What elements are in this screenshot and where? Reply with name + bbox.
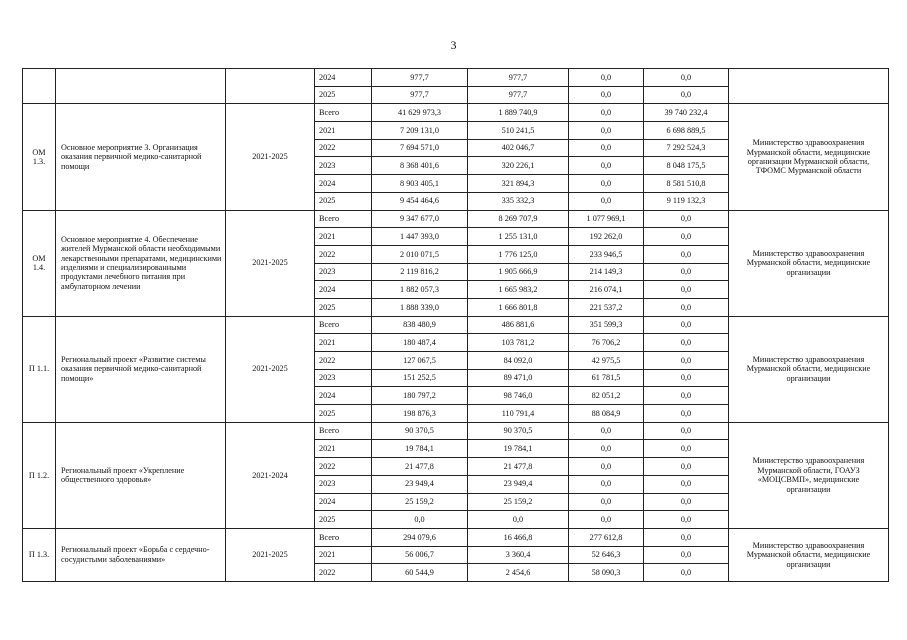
federal-budget-cell: 977,7	[468, 69, 569, 87]
regional-budget-cell: 277 612,8	[569, 528, 644, 546]
federal-budget-cell: 110 791,4	[468, 405, 569, 423]
regional-budget-cell: 0,0	[569, 192, 644, 210]
measure-name: Региональный проект «Борьба с сердечно-сосудистыми заболеваниями»	[56, 528, 226, 581]
table-row	[23, 210, 889, 228]
measure-code: ОМ 1.4.	[23, 210, 56, 316]
regional-budget-cell: 52 646,3	[569, 546, 644, 564]
federal-budget-cell: 510 241,5	[468, 122, 569, 140]
federal-budget-cell: 402 046,7	[468, 139, 569, 157]
federal-budget-cell: 977,7	[468, 86, 569, 104]
regional-budget-cell: 0,0	[569, 511, 644, 529]
federal-budget-cell: 19 784,1	[468, 440, 569, 458]
year-cell: 2022	[315, 458, 372, 476]
federal-budget-cell: 103 781,2	[468, 334, 569, 352]
other-sources-cell: 0,0	[644, 263, 729, 281]
other-sources-cell: 0,0	[644, 210, 729, 228]
year-cell: 2022	[315, 139, 372, 157]
federal-budget-cell: 89 471,0	[468, 369, 569, 387]
other-sources-cell: 8 581 510,8	[644, 175, 729, 193]
table-row	[23, 316, 889, 334]
program-finance-table	[22, 68, 889, 582]
year-cell: Всего	[315, 422, 372, 440]
federal-budget-cell: 84 092,0	[468, 352, 569, 370]
total-cell: 41 629 973,3	[372, 104, 468, 122]
responsible-executors	[729, 69, 889, 104]
total-cell: 180 487,4	[372, 334, 468, 352]
table-row	[23, 69, 889, 87]
regional-budget-cell: 61 781,5	[569, 369, 644, 387]
measure-period: 2021-2025	[226, 316, 315, 422]
federal-budget-cell: 335 332,3	[468, 192, 569, 210]
total-cell: 23 949,4	[372, 475, 468, 493]
year-cell: 2024	[315, 387, 372, 405]
regional-budget-cell: 1 077 969,1	[569, 210, 644, 228]
total-cell: 9 347 677,0	[372, 210, 468, 228]
total-cell: 8 903 405,1	[372, 175, 468, 193]
year-cell: 2025	[315, 192, 372, 210]
measure-period: 2021-2025	[226, 210, 315, 316]
year-cell: 2023	[315, 369, 372, 387]
regional-budget-cell: 216 074,1	[569, 281, 644, 299]
measure-period	[226, 69, 315, 104]
regional-budget-cell: 221 537,2	[569, 298, 644, 316]
regional-budget-cell: 76 706,2	[569, 334, 644, 352]
federal-budget-cell: 25 159,2	[468, 493, 569, 511]
regional-budget-cell: 0,0	[569, 458, 644, 476]
total-cell: 180 797,2	[372, 387, 468, 405]
total-cell: 8 368 401,6	[372, 157, 468, 175]
total-cell: 1 888 339,0	[372, 298, 468, 316]
total-cell: 127 067,5	[372, 352, 468, 370]
total-cell: 977,7	[372, 69, 468, 87]
total-cell: 7 209 131,0	[372, 122, 468, 140]
federal-budget-cell: 3 360,4	[468, 546, 569, 564]
year-cell: 2024	[315, 493, 372, 511]
regional-budget-cell: 0,0	[569, 122, 644, 140]
regional-budget-cell: 214 149,3	[569, 263, 644, 281]
regional-budget-cell: 42 975,5	[569, 352, 644, 370]
federal-budget-cell: 21 477,8	[468, 458, 569, 476]
year-cell: 2023	[315, 263, 372, 281]
regional-budget-cell: 0,0	[569, 157, 644, 175]
federal-budget-cell: 1 665 983,2	[468, 281, 569, 299]
year-cell: 2024	[315, 281, 372, 299]
year-cell: 2023	[315, 157, 372, 175]
total-cell: 7 694 571,0	[372, 139, 468, 157]
measure-code: ОМ 1.3.	[23, 104, 56, 210]
total-cell: 1 882 057,3	[372, 281, 468, 299]
year-cell: 2022	[315, 352, 372, 370]
responsible-executors: Министерство здравоохранения Мурманской области, медицинские организации	[729, 210, 889, 316]
total-cell: 90 370,5	[372, 422, 468, 440]
other-sources-cell: 0,0	[644, 511, 729, 529]
federal-budget-cell: 23 949,4	[468, 475, 569, 493]
other-sources-cell: 0,0	[644, 352, 729, 370]
federal-budget-cell: 320 226,1	[468, 157, 569, 175]
other-sources-cell: 7 292 524,3	[644, 139, 729, 157]
total-cell: 25 159,2	[372, 493, 468, 511]
other-sources-cell: 0,0	[644, 86, 729, 104]
year-cell: 2023	[315, 475, 372, 493]
year-cell: 2021	[315, 122, 372, 140]
regional-budget-cell: 0,0	[569, 440, 644, 458]
other-sources-cell: 0,0	[644, 298, 729, 316]
other-sources-cell: 9 119 132,3	[644, 192, 729, 210]
measure-name: Региональный проект «Развитие системы оказания первичной медико-санитарной помощи»	[56, 316, 226, 422]
measure-period: 2021-2024	[226, 422, 315, 528]
measure-code	[23, 69, 56, 104]
other-sources-cell: 0,0	[644, 69, 729, 87]
federal-budget-cell: 1 666 801,8	[468, 298, 569, 316]
federal-budget-cell: 1 776 125,0	[468, 245, 569, 263]
other-sources-cell: 39 740 232,4	[644, 104, 729, 122]
other-sources-cell: 0,0	[644, 245, 729, 263]
federal-budget-cell: 8 269 707,9	[468, 210, 569, 228]
year-cell: 2025	[315, 86, 372, 104]
measure-period: 2021-2025	[226, 528, 315, 581]
other-sources-cell: 0,0	[644, 564, 729, 582]
year-cell: 2021	[315, 228, 372, 246]
federal-budget-cell: 2 454,6	[468, 564, 569, 582]
measure-code: П 1.2.	[23, 422, 56, 528]
other-sources-cell: 0,0	[644, 546, 729, 564]
total-cell: 198 876,3	[372, 405, 468, 423]
other-sources-cell: 0,0	[644, 422, 729, 440]
year-cell: 2025	[315, 511, 372, 529]
regional-budget-cell: 0,0	[569, 175, 644, 193]
year-cell: 2021	[315, 440, 372, 458]
responsible-executors: Министерство здравоохранения Мурманской области, медицинские организации	[729, 316, 889, 422]
federal-budget-cell: 321 894,3	[468, 175, 569, 193]
total-cell: 0,0	[372, 511, 468, 529]
total-cell: 1 447 393,0	[372, 228, 468, 246]
table-row	[23, 104, 889, 122]
responsible-executors: Министерство здравоохранения Мурманской области, медицинские организации Мурманской области, ТФОМС Мурманской области	[729, 104, 889, 210]
regional-budget-cell: 0,0	[569, 69, 644, 87]
other-sources-cell: 6 698 889,5	[644, 122, 729, 140]
measure-name: Основное мероприятие 4. Обеспечение жителей Мурманской области необходимыми лекарственными препаратами, медицинскими изделиями и специализированными продуктами лечебного питания при амбулаторном лечении	[56, 210, 226, 316]
other-sources-cell: 0,0	[644, 528, 729, 546]
measure-period: 2021-2025	[226, 104, 315, 210]
measure-name: Региональный проект «Укрепление общественного здоровья»	[56, 422, 226, 528]
year-cell: 2024	[315, 175, 372, 193]
regional-budget-cell: 233 946,5	[569, 245, 644, 263]
regional-budget-cell: 0,0	[569, 86, 644, 104]
federal-budget-cell: 1 905 666,9	[468, 263, 569, 281]
table-row	[23, 422, 889, 440]
year-cell: 2025	[315, 405, 372, 423]
regional-budget-cell: 0,0	[569, 493, 644, 511]
year-cell: 2025	[315, 298, 372, 316]
other-sources-cell: 0,0	[644, 475, 729, 493]
total-cell: 60 544,9	[372, 564, 468, 582]
measure-code: П 1.3.	[23, 528, 56, 581]
regional-budget-cell: 0,0	[569, 139, 644, 157]
other-sources-cell: 0,0	[644, 387, 729, 405]
federal-budget-cell: 1 889 740,9	[468, 104, 569, 122]
year-cell: Всего	[315, 210, 372, 228]
year-cell: Всего	[315, 528, 372, 546]
year-cell: 2021	[315, 546, 372, 564]
regional-budget-cell: 88 084,9	[569, 405, 644, 423]
federal-budget-cell: 16 466,8	[468, 528, 569, 546]
regional-budget-cell: 0,0	[569, 475, 644, 493]
year-cell: 2022	[315, 564, 372, 582]
page-number: 3	[450, 38, 457, 52]
federal-budget-cell: 90 370,5	[468, 422, 569, 440]
other-sources-cell: 0,0	[644, 405, 729, 423]
measure-name: Основное мероприятие 3. Организация оказания первичной медико-санитарной помощи	[56, 104, 226, 210]
total-cell: 838 480,9	[372, 316, 468, 334]
total-cell: 2 119 816,2	[372, 263, 468, 281]
responsible-executors: Министерство здравоохранения Мурманской области, медицинские организации	[729, 528, 889, 581]
measure-name	[56, 69, 226, 104]
year-cell: 2022	[315, 245, 372, 263]
total-cell: 9 454 464,6	[372, 192, 468, 210]
regional-budget-cell: 192 262,0	[569, 228, 644, 246]
total-cell: 19 784,1	[372, 440, 468, 458]
total-cell: 151 252,5	[372, 369, 468, 387]
other-sources-cell: 0,0	[644, 493, 729, 511]
table-row	[23, 528, 889, 546]
other-sources-cell: 0,0	[644, 228, 729, 246]
federal-budget-cell: 0,0	[468, 511, 569, 529]
measure-code: П 1.1.	[23, 316, 56, 422]
other-sources-cell: 8 048 175,5	[644, 157, 729, 175]
total-cell: 2 010 071,5	[372, 245, 468, 263]
other-sources-cell: 0,0	[644, 458, 729, 476]
total-cell: 56 006,7	[372, 546, 468, 564]
total-cell: 21 477,8	[372, 458, 468, 476]
regional-budget-cell: 82 051,2	[569, 387, 644, 405]
federal-budget-cell: 486 881,6	[468, 316, 569, 334]
other-sources-cell: 0,0	[644, 281, 729, 299]
regional-budget-cell: 0,0	[569, 422, 644, 440]
year-cell: Всего	[315, 316, 372, 334]
regional-budget-cell: 0,0	[569, 104, 644, 122]
total-cell: 977,7	[372, 86, 468, 104]
regional-budget-cell: 351 599,3	[569, 316, 644, 334]
year-cell: 2024	[315, 69, 372, 87]
other-sources-cell: 0,0	[644, 369, 729, 387]
total-cell: 294 079,6	[372, 528, 468, 546]
other-sources-cell: 0,0	[644, 334, 729, 352]
responsible-executors: Министерство здравоохранения Мурманской области, ГОАУЗ «МОЦСВМП», медицинские организации	[729, 422, 889, 528]
year-cell: 2021	[315, 334, 372, 352]
year-cell: Всего	[315, 104, 372, 122]
other-sources-cell: 0,0	[644, 440, 729, 458]
regional-budget-cell: 58 090,3	[569, 564, 644, 582]
federal-budget-cell: 98 746,0	[468, 387, 569, 405]
federal-budget-cell: 1 255 131,0	[468, 228, 569, 246]
other-sources-cell: 0,0	[644, 316, 729, 334]
